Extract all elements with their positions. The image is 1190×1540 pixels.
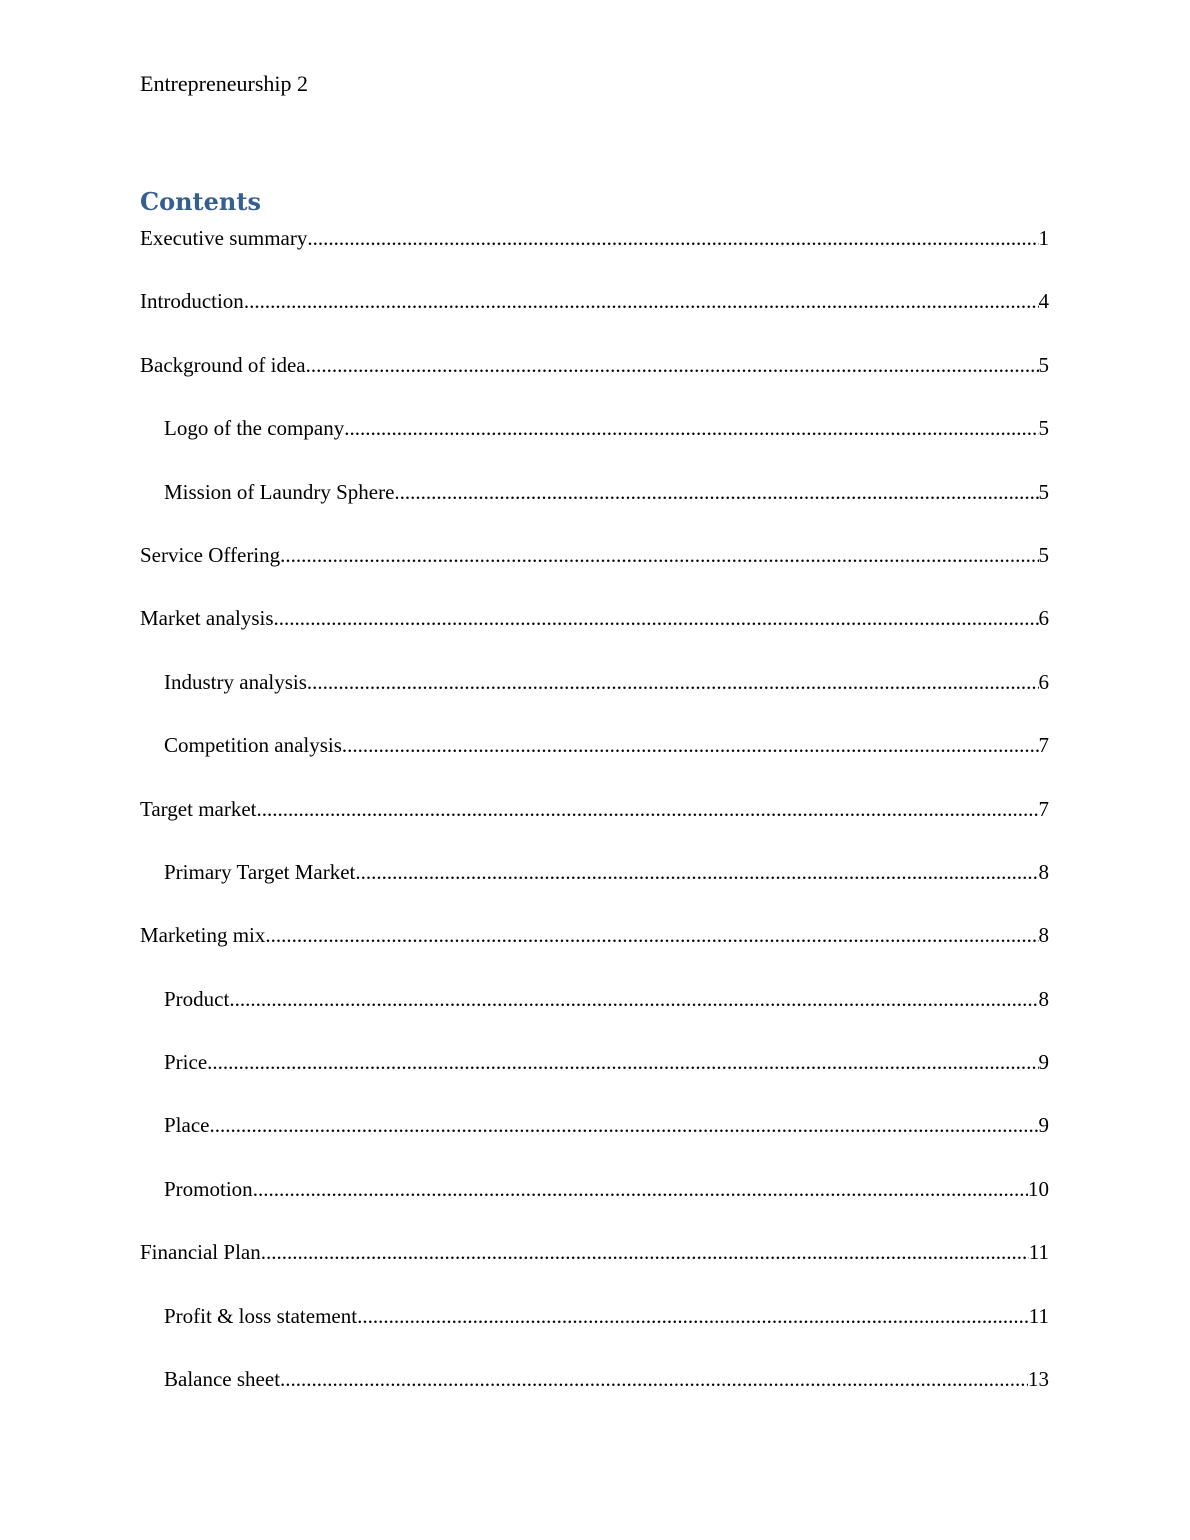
toc-entry-page-number: 13 xyxy=(1028,1367,1049,1392)
toc-entry[interactable] xyxy=(140,478,1049,541)
toc-entry-page-number: 1 xyxy=(1038,226,1049,250)
dot-leader xyxy=(209,1111,1038,1139)
toc-entry[interactable] xyxy=(140,351,1049,414)
toc-entry-page-number: 6 xyxy=(1038,669,1049,694)
dot-leader xyxy=(357,1302,1029,1330)
toc-entry-label: Mission of Laundry Sphere xyxy=(164,479,395,504)
toc-entry[interactable] xyxy=(140,668,1049,731)
toc-entry-label: Place xyxy=(164,1113,210,1138)
dot-leader xyxy=(394,478,1038,506)
dot-leader xyxy=(257,795,1039,823)
toc-entry[interactable] xyxy=(140,921,1049,984)
dot-leader xyxy=(229,985,1038,1013)
toc-entry[interactable] xyxy=(140,1111,1049,1174)
dot-leader xyxy=(253,1175,1028,1203)
toc-entry-label: Logo of the company xyxy=(164,416,345,441)
dot-leader xyxy=(280,541,1038,569)
toc-entry[interactable] xyxy=(140,604,1049,667)
toc-entry-label: Competition analysis xyxy=(164,733,342,758)
toc-entry-page-number: 5 xyxy=(1038,479,1049,504)
running-header: Entrepreneurship 2 xyxy=(140,71,308,96)
toc-entry-label: Profit & loss statement xyxy=(164,1303,358,1328)
toc-entry-label: Target market xyxy=(140,796,257,821)
dot-leader xyxy=(307,224,1038,252)
dot-leader xyxy=(274,604,1039,632)
toc-entry-page-number: 7 xyxy=(1038,733,1049,758)
toc-entry-label: Financial Plan xyxy=(140,1240,261,1265)
toc-entry[interactable] xyxy=(140,795,1049,858)
toc-entry-page-number: 11 xyxy=(1028,1240,1049,1265)
toc-entry[interactable] xyxy=(140,541,1049,604)
dot-leader xyxy=(306,351,1039,379)
toc-entry[interactable] xyxy=(140,1302,1049,1365)
toc-entry[interactable] xyxy=(140,1365,1049,1428)
toc-entry-page-number: 5 xyxy=(1038,416,1049,441)
toc-entry-label: Service Offering xyxy=(140,542,281,567)
toc-entry-page-number: 9 xyxy=(1038,1113,1049,1138)
dot-leader xyxy=(261,1238,1029,1266)
dot-leader xyxy=(265,921,1038,949)
toc-entry-page-number: 7 xyxy=(1038,796,1049,821)
toc-entry-label: Background of idea xyxy=(140,352,306,377)
toc-entry-label: Introduction xyxy=(140,289,244,314)
toc-entry[interactable] xyxy=(140,224,1049,287)
toc-entry[interactable] xyxy=(140,731,1049,794)
toc-entry-label: Market analysis xyxy=(140,606,274,631)
toc-entry-label: Primary Target Market xyxy=(164,859,356,884)
toc-entry-label: Promotion xyxy=(164,1176,253,1201)
toc-entry-label: Balance sheet xyxy=(164,1367,281,1392)
toc-title: Contents xyxy=(140,187,261,216)
toc-entry[interactable] xyxy=(140,1175,1049,1238)
toc-entry[interactable] xyxy=(140,1238,1049,1301)
toc-entry-page-number: 6 xyxy=(1038,606,1049,631)
toc-entry-page-number: 4 xyxy=(1038,289,1049,314)
toc-entry[interactable] xyxy=(140,985,1049,1048)
toc-entry-label: Price xyxy=(164,1050,208,1075)
toc-entry-page-number: 8 xyxy=(1038,923,1049,948)
toc-entry-label: Executive summary xyxy=(140,226,308,250)
toc-entry-page-number: 10 xyxy=(1028,1176,1049,1201)
toc-entry[interactable] xyxy=(140,1048,1049,1111)
toc-entry-page-number: 5 xyxy=(1038,352,1049,377)
toc-entry[interactable] xyxy=(140,858,1049,921)
toc-entry-label: Marketing mix xyxy=(140,923,266,948)
toc-entry[interactable] xyxy=(140,287,1049,350)
toc-entry-page-number: 8 xyxy=(1038,986,1049,1011)
toc-entry-page-number: 5 xyxy=(1038,542,1049,567)
toc-entry-page-number: 11 xyxy=(1028,1303,1049,1328)
toc-entry[interactable] xyxy=(140,414,1049,477)
toc-entry-page-number: 9 xyxy=(1038,1050,1049,1075)
dot-leader xyxy=(344,414,1038,442)
table-of-contents xyxy=(140,224,1049,1428)
dot-leader xyxy=(244,287,1039,315)
toc-entry-page-number: 8 xyxy=(1038,859,1049,884)
toc-entry-label: Industry analysis xyxy=(164,669,307,694)
dot-leader xyxy=(307,668,1039,696)
dot-leader xyxy=(207,1048,1038,1076)
dot-leader xyxy=(280,1365,1028,1393)
dot-leader xyxy=(355,858,1038,886)
dot-leader xyxy=(342,731,1039,759)
toc-entry-label: Product xyxy=(164,986,230,1011)
